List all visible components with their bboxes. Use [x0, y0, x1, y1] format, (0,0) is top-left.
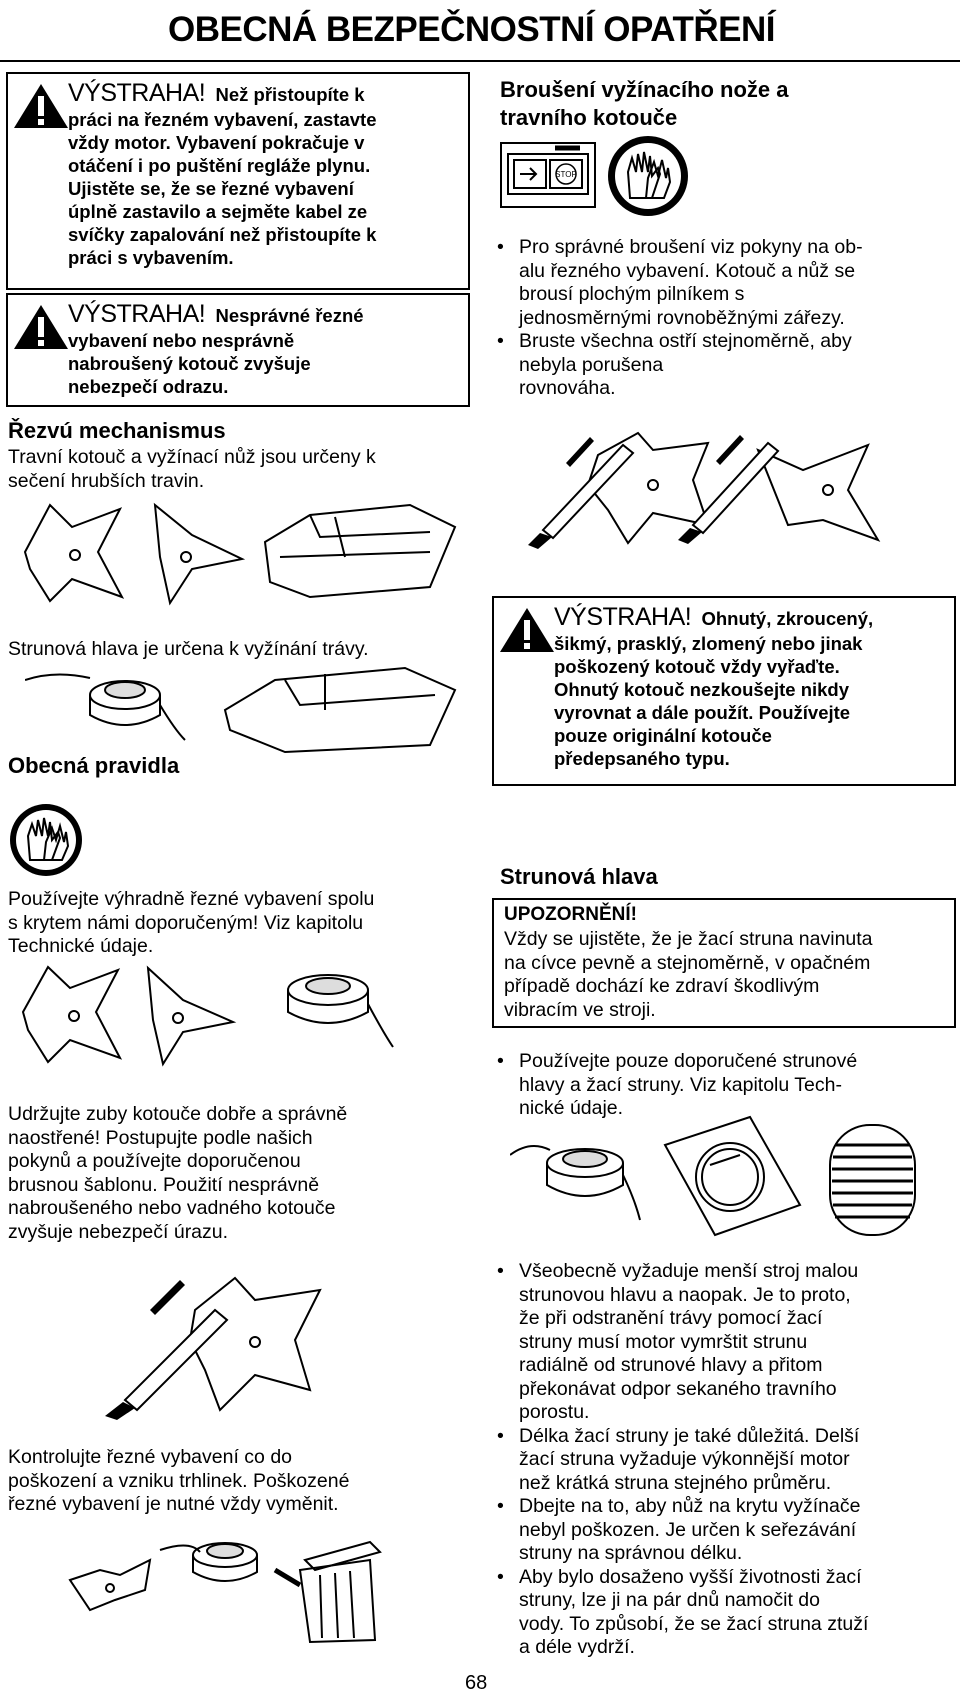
line-spool-icon: [830, 1125, 915, 1235]
list-item: • Všeobecně vyžaduje menší stroj malou strunovou hlavu a naopak. Je to proto, že při odstranění trávy pomocí žací struny musí motor vymrštit strunu radiálně od strunové hlavy a přitom překonávat odpor sekaného travního porostu.: [495, 1260, 935, 1425]
caution-box: [492, 898, 956, 1028]
warning-label: VÝSTRAHA!: [554, 603, 692, 631]
discard-illustration: [60, 1530, 400, 1645]
list-item: • Bruste všechna ostří stejnoměrně, aby nebyla porušena rovnováha.: [495, 330, 935, 401]
warning-lead: Nesprávné řezné: [215, 305, 364, 326]
gloves-icon: [8, 802, 84, 878]
caution-label: UPOZORNĚNÍ!: [504, 904, 637, 925]
trimmer-head-text: Strunová hlava je určena k vyžínání trávy.: [8, 638, 369, 660]
warning-lead: Než přistoupíte k: [215, 84, 365, 105]
list-item: • Délka žací struny je také důležitá. Delší žací struna vyžaduje výkonnější motor než krátká struna stejného průměru.: [495, 1425, 935, 1496]
list-item: • Používejte pouze doporučené strunové hlavy a žací struny. Viz kapitolu Tech- nické údaje.: [495, 1050, 935, 1121]
warning-lead: Ohnutý, zkroucený,: [701, 608, 874, 629]
list-item: • Pro správné broušení viz pokyny na ob- alu řezného vybavení. Kotouč a nůž se brousí plochým pilníkem s jednosměrnými rovnoběžnými zářezy.: [495, 236, 935, 330]
sharpening-list: [495, 236, 935, 401]
stop-label: STOP: [555, 170, 577, 179]
warning-triangle-icon: [498, 606, 556, 654]
grass-blade-illustration: [10, 497, 460, 607]
warning-triangle-icon: [12, 303, 70, 351]
trimmer-head-icon: [25, 674, 185, 740]
general-text-1: Používejte výhradně řezné vybavení spolu s krytem námi doporučeným! Viz kapitolu Technické údaje.: [8, 888, 375, 957]
warning-text: šikmý, prasklý, zlomený nebo jinak poškozený kotouč vždy vyřaďte. Ohnutý kotouč nezkoušejte nikdy vyrovnat a dále použít. Používejte pouze originální kotouče předepsaného typu.: [554, 633, 863, 769]
three-tooth-blade-icon: [155, 505, 242, 603]
section-heading-sharpening: Broušení vyžínacího nože a travního kotouče: [500, 77, 789, 130]
grass-blade-icon: [190, 1278, 320, 1410]
blades-and-head-illustration: [18, 962, 398, 1067]
caution-text: Vždy se ujistěte, že je žací struna navinuta na cívce pevně a stejnoměrně, v opačném případě dochází ke zdraví škodlivým vibracím ve stroji.: [504, 928, 873, 1021]
page-number: 68: [465, 1672, 488, 1694]
trimmer-head-illustration: [25, 660, 465, 760]
grass-blade-icon: [588, 433, 708, 543]
warning-box-stop-engine: [6, 72, 470, 290]
sharpening-illustration: [528, 425, 918, 550]
grass-blade-icon: [25, 505, 122, 601]
guard-icon: [265, 505, 455, 597]
line-package-icon: [665, 1117, 800, 1235]
trimmer-head-icon: [510, 1146, 640, 1220]
file-icon: [678, 435, 778, 544]
trimmer-head-list-2: [495, 1260, 935, 1660]
list-item: • Aby bylo dosaženo vyšší životnosti žací struny, lze ji na pár dnů namočit do vody. To způsobí, že se žací struna ztuží a déle vydrží.: [495, 1566, 935, 1660]
section-heading-general: Obecná pravidla: [8, 753, 180, 778]
stop-switch-icon: [500, 142, 596, 208]
warning-text: práci na řezném vybavení, zastavte vždy motor. Vybavení pokračuje v otáčení i po puštění regláže plynu. Ujistěte se, že se řezné vybavení úplně zastavilo a sejměte kabel ze svíčky zapalování než přistoupíte k práci s vybavením.: [68, 109, 377, 268]
general-text-2: Udržujte zuby kotouče dobře a správně naostřené! Postupujte podle našich pokynů a používejte doporučenou brusnou šablonu. Použití nesprávně nabroušeného nebo vadného kotouče zvyšuje nebezpečí úrazu.: [8, 1103, 348, 1243]
guard-icon: [225, 668, 455, 752]
trimmer-head-icon: [288, 975, 393, 1047]
file-icon: [105, 1280, 227, 1420]
three-tooth-blade-icon: [758, 445, 878, 540]
grass-blade-icon: [23, 967, 120, 1062]
list-item: • Dbejte na to, aby nůž na krytu vyžínače nebyl poškozen. Je určen k seřezávání struny na správnou délku.: [495, 1495, 935, 1566]
file-icon: [528, 437, 633, 549]
damaged-blade-icon: [70, 1560, 150, 1610]
warning-label: VÝSTRAHA!: [68, 79, 206, 107]
filing-blade-illustration: [95, 1270, 335, 1420]
page-title: OBECNÁ BEZPEČNOSTNÍ OPATŘENÍ: [168, 10, 775, 49]
section-heading-trimmer-head: Strunová hlava: [500, 864, 658, 889]
warning-label: VÝSTRAHA!: [68, 300, 206, 328]
general-text-3: Kontrolujte řezné vybavení co do poškození a vzniku trhlinek. Poškozené řezné vybavení je nutné vždy vyměnit.: [8, 1446, 350, 1515]
three-tooth-blade-icon: [148, 968, 233, 1064]
gloves-icon: [606, 134, 690, 218]
warning-text: vybavení nebo nesprávně nabroušený kotouč zvyšuje nebezpečí odrazu.: [68, 330, 311, 397]
section-heading-mechanism: Řezvú mechanismus: [8, 418, 226, 443]
head-and-line-illustration: [510, 1115, 920, 1245]
mechanism-text: Travní kotouč a vyžínací nůž jsou určeny k sečení hrubších travin.: [8, 446, 376, 492]
warning-triangle-icon: [12, 82, 70, 130]
warning-box-kickback: [6, 293, 470, 407]
trimmer-head-list-1: [495, 1050, 935, 1121]
title-rule: [0, 60, 960, 62]
trash-bin-icon: [275, 1542, 380, 1642]
trimmer-head-icon: [160, 1543, 257, 1581]
warning-box-damaged-blade: [492, 596, 956, 786]
